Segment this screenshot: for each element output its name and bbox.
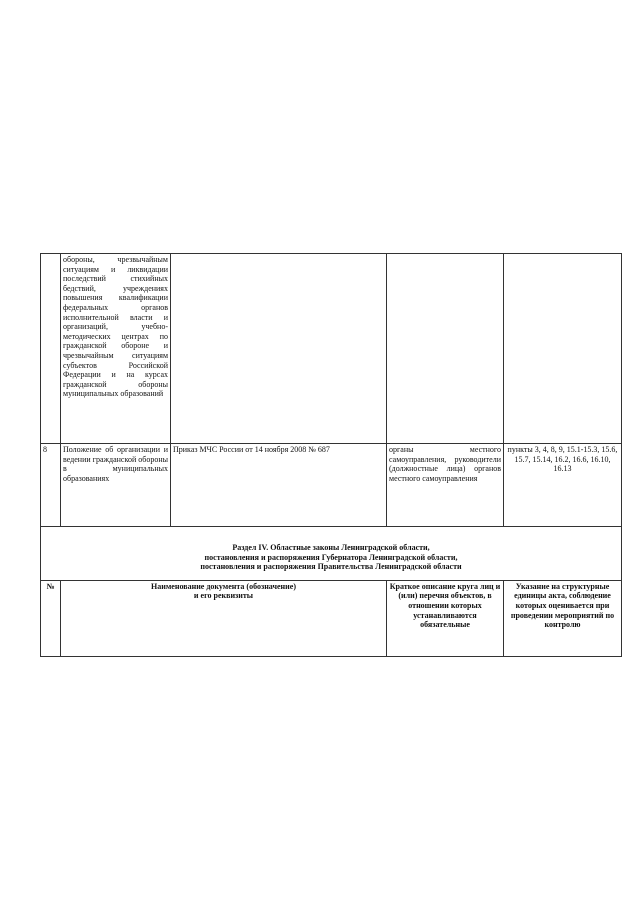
section-heading-line2: постановления и распоряжения Губернатора Ленинградской области,	[204, 552, 458, 562]
header-num: №	[41, 580, 61, 656]
table-row-8	[41, 444, 622, 527]
cell-name-continued: обороны, чрезвычайным ситуациям и ликвидации последствий стихийных бедствий, учреждениях повышения квалификации федеральных органов исполнительной власти и организаций, учебно-методических центрах по гражданской обороне и чрезвычайным ситуациям субъектов Российской Федерации и на курсах гражданской обороны муниципальных образований	[61, 254, 171, 444]
cell-document-name: Положение об организации и ведении гражданской обороны в муниципальных образованиях	[61, 444, 171, 527]
column-header-row	[41, 580, 622, 656]
cell-document-ref: Приказ МЧС России от 14 ноября 2008 № 687	[171, 444, 387, 527]
header-structural-units: Указание на структурные единицы акта, соблюдение которых оценивается при проведении мероприятий по контролю	[504, 580, 622, 656]
section-heading	[41, 527, 622, 581]
cell-points-empty	[504, 254, 622, 444]
cell-subjects: органы местного самоуправления, руководители (должностные лица) органов местного самоуправления	[387, 444, 504, 527]
cell-points: пункты 3, 4, 8, 9, 15.1-15.3, 15.6, 15.7, 15.14, 16.2, 16.6, 16.10, 16.13	[504, 444, 622, 527]
cell-subjects-empty	[387, 254, 504, 444]
cell-doc-empty	[171, 254, 387, 444]
header-document-name-line1: Наименование документа (обозначение)	[151, 581, 296, 591]
table-row-continuation	[41, 254, 622, 444]
header-document-name	[61, 580, 387, 656]
cell-row-number: 8	[41, 444, 61, 527]
requirements-table	[40, 253, 622, 657]
section-heading-row	[41, 527, 622, 581]
header-document-name-line2: и его реквизиты	[193, 591, 254, 601]
header-description: Краткое описание круга лиц и (или) перечня объектов, в отношении которых устанавливаются обязательные	[387, 580, 504, 656]
cell-num-empty	[41, 254, 61, 444]
section-heading-line1: Раздел IV. Областные законы Ленинградской области,	[232, 543, 430, 552]
section-heading-line3: постановления и распоряжения Правительства Ленинградской области	[200, 562, 462, 572]
